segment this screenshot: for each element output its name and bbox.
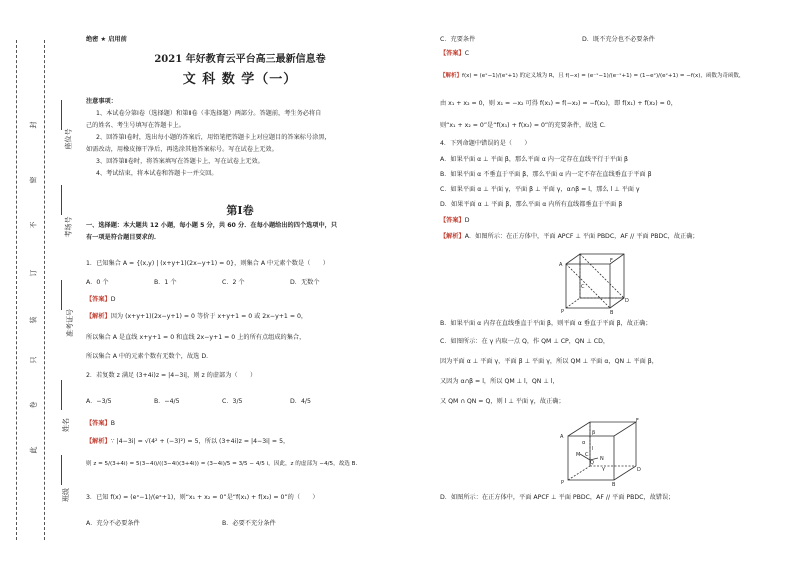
question-3-option-a: A．充分不必要条件 — [86, 520, 140, 527]
name-field: 姓名 — [62, 418, 70, 432]
cube2-label: D — [637, 467, 641, 473]
question-3-answer: 【答案】C — [440, 50, 470, 57]
secret-mark: 绝密 ★ 启用前 — [86, 36, 127, 43]
question-3-option-c: C．充要条件 — [440, 36, 476, 43]
binding-mark: 只 — [29, 356, 38, 364]
question-1-option-d: D．无数个 — [290, 279, 320, 286]
section-instructions: 一、选择题：本大题共 12 小题，每小题 5 分，共 60 分．在每小题给出的四个选项中，只 — [86, 222, 338, 229]
cube1-vertex-label: A — [559, 262, 563, 268]
question-3-analysis-line: 由 x₁ + x₂ = 0，则 x₁ = −x₂ 可得 f(x₁) = f(−x₂) = −f(x₂)，即 f(x₁) + f(x₂) = 0， — [440, 100, 677, 107]
question-2-option-d: D．4/5 — [290, 398, 311, 405]
question-3-option-b: B．必要不充分条件 — [222, 520, 276, 527]
question-2-stem: 2．若复数 z 满足 (3+4i)z = |4−3i|，则 z 的虚部为（ ） — [86, 372, 257, 379]
question-1-option-b: B．1 个 — [154, 279, 177, 286]
question-4-option-d: D．如果平面 α ⊥ 平面 β，那么平面 α 内所有直线都垂直于平面 β — [440, 201, 623, 208]
question-1-analysis: 【解析】因为 (x+y+1)(2x−y+1) = 0 等价于 x+y+1 = 0 或 2x−y+1 = 0， — [86, 313, 308, 320]
question-4-analysis-line: 因为平面 α ⊥ 平面 γ，平面 β ⊥ 平面 γ，所以 QM ⊥ 平面 α，QN ⊥ 平面 β， — [440, 358, 658, 365]
cube1-vertex-label: B — [610, 310, 614, 314]
question-1-analysis-line: 所以集合 A 是直线 x+y+1 = 0 和直线 2x−y+1 = 0 上的所有点组成的集合， — [86, 334, 306, 341]
exam-title: 2021 年好教育云平台高三最新信息卷 — [154, 54, 326, 65]
question-3-option-d: D．既不充分也不必要条件 — [582, 36, 655, 43]
cube2-label: A — [560, 434, 564, 440]
cube1-vertex-label: D — [625, 298, 629, 304]
cube1-vertex-label: P — [561, 309, 565, 314]
seat-number-field: 座位号 — [64, 128, 73, 150]
admission-number-field: 准考证号 — [66, 309, 74, 337]
question-3-stem: 3．已知 f(x) = (eˣ−1)/(eˣ+1)，则“x₁ + x₂ = 0”是“f(x₁) + f(x₂) = 0”的（ ） — [86, 494, 319, 501]
binding-line-inner — [44, 40, 45, 540]
question-1-answer: 【答案】D — [86, 296, 116, 303]
question-4-option-b: B．如果平面 α 不垂直于平面 β，那么平面 α 内一定不存在直线垂直于平面 β — [440, 171, 652, 178]
class-field: 班级 — [62, 488, 70, 502]
cube2-label: P — [561, 480, 565, 486]
question-2-option-a: A．−3/5 — [86, 398, 112, 405]
question-4-option-c: C．如果平面 α ⊥ 平面 γ，平面 β ⊥ 平面 γ，α∩β = l，那么 l ⊥ 平面 γ — [440, 186, 640, 193]
binding-mark: 封 — [29, 121, 38, 129]
question-4-analysis-line: 又 QM ∩ QN = Q，则 l ⊥ 平面 γ，故正确； — [440, 398, 565, 405]
cube1-vertex-label: C — [581, 284, 585, 290]
binding-mark: 不 — [29, 221, 38, 229]
question-2-analysis-line: 则 z = 5/(3+4i) = 5(3−4i)/((3−4i)(3+4i)) = (3−4i)/5 = 3/5 − 4/5 i，因此，z 的虚部为 −4/5，故选 B． — [86, 461, 362, 467]
cube-figure-1 — [558, 250, 638, 314]
question-3-analysis-line: 则“x₁ + x₂ = 0”是“f(x₁) + f(x₂) = 0”的充要条件，故选 C． — [440, 122, 611, 129]
cube2-label: Q — [590, 460, 594, 466]
cube2-label: β — [592, 430, 596, 436]
question-2-analysis: 【解析】∵ |4−3i| = √(4² + (−3)²) = 5，所以 (3+4i)z = |4−3i| = 5， — [86, 438, 290, 445]
binding-mark: 密 — [29, 176, 38, 184]
question-4-analysis-line: D．如图所示：在正方体中，平面 APCF ⊥ 平面 PBDC，AF // 平面 PBDC，故错误； — [440, 494, 675, 501]
cube-figure-2 — [552, 416, 642, 486]
cube1-vertex-label: F — [610, 258, 613, 264]
cube2-label: F — [636, 418, 639, 424]
binding-mark: 装 — [29, 316, 38, 324]
question-4-analysis: 【解析】A．如图所示：在正方体中，平面 APCF ⊥ 平面 PBDC，AF // 平面 PBDC，故正确； — [440, 233, 699, 240]
field-underline — [61, 280, 62, 310]
cube2-label: α — [582, 440, 586, 446]
question-2-option-c: C．3/5 — [222, 398, 243, 405]
binding-mark: 此 — [29, 446, 38, 454]
question-4-stem: 4．下列命题中错误的是（ ） — [440, 140, 531, 147]
question-1-analysis-line: 所以集合 A 中的元素个数有无数个，故选 D． — [86, 353, 213, 360]
question-4-answer: 【答案】D — [440, 217, 470, 224]
question-4-analysis-line: 又因为 α∩β = l，所以 QM ⊥ l，QN ⊥ l， — [440, 378, 559, 385]
subject-title: 文 科 数 学（一） — [182, 72, 298, 87]
notice-line: 如需改动，用橡皮擦干净后，再选涂其他答案标号。写在试卷上无效。 — [86, 146, 278, 153]
question-1-option-c: C．2 个 — [222, 279, 245, 286]
cube2-label: C — [585, 452, 589, 458]
cube2-label: N — [600, 456, 604, 462]
section-instructions: 有一项是符合题目要求的． — [86, 234, 161, 241]
cube2-label: B — [612, 482, 616, 486]
cube2-label: M — [576, 452, 581, 458]
binding-mark: 卷 — [29, 401, 38, 409]
question-4-analysis-line: B．如果平面 α 内存在直线垂直于平面 β，则平面 α 垂直于平面 β，故正确； — [440, 320, 652, 327]
binding-line-outer — [16, 40, 17, 540]
question-4-option-a: A．如果平面 α ⊥ 平面 β，那么平面 α 内一定存在直线平行于平面 β — [440, 156, 628, 163]
question-2-option-b: B．−4/5 — [154, 398, 180, 405]
field-underline — [61, 100, 62, 130]
question-2-answer: 【答案】B — [86, 420, 115, 427]
question-3-analysis: 【解析】f(x) = (eˣ−1)/(eˣ+1) 的定义域为 R，且 f(−x) = (e⁻ˣ−1)/(e⁻ˣ+1) = (1−eˣ)/(eˣ+1) = −f(x)，函数为奇函数， — [440, 73, 745, 79]
section-title: 第Ⅰ卷 — [226, 204, 254, 217]
binding-mark: 订 — [29, 269, 38, 277]
notice-line: 1、本试卷分第Ⅰ卷（选择题）和第Ⅱ卷（非选择题）两部分。答题前，考生务必将自 — [96, 110, 322, 117]
notice-line: 己的姓名、考生号填写在答题卡上。 — [86, 122, 185, 129]
exam-room-field: 考场号 — [64, 216, 73, 238]
field-underline — [61, 185, 62, 215]
field-underline — [61, 455, 62, 485]
field-underline — [61, 380, 62, 410]
cube2-label: l — [592, 446, 594, 452]
notices-heading: 注意事项： — [86, 98, 117, 105]
notice-line: 2、回答第Ⅰ卷时，选出每小题的答案后，用铅笔把答题卡上对应题目的答案标号涂黑， — [96, 134, 331, 141]
question-1-option-a: A．0 个 — [86, 279, 109, 286]
question-4-analysis-line: C．如图所示：在 γ 内取一点 Q，作 QM ⊥ CP，QN ⊥ CD， — [440, 338, 610, 345]
cube2-label: γ — [602, 466, 605, 472]
notice-line: 3、回答第Ⅱ卷时，将答案填写在答题卡上，写在试卷上无效。 — [96, 158, 264, 165]
question-1-stem: 1．已知集合 A = {(x,y) | (x+y+1)(2x−y+1) = 0}，则集合 A 中元素个数是（ ） — [86, 260, 329, 267]
notice-line: 4、考试结束，将本试卷和答题卡一并交回。 — [96, 170, 218, 177]
